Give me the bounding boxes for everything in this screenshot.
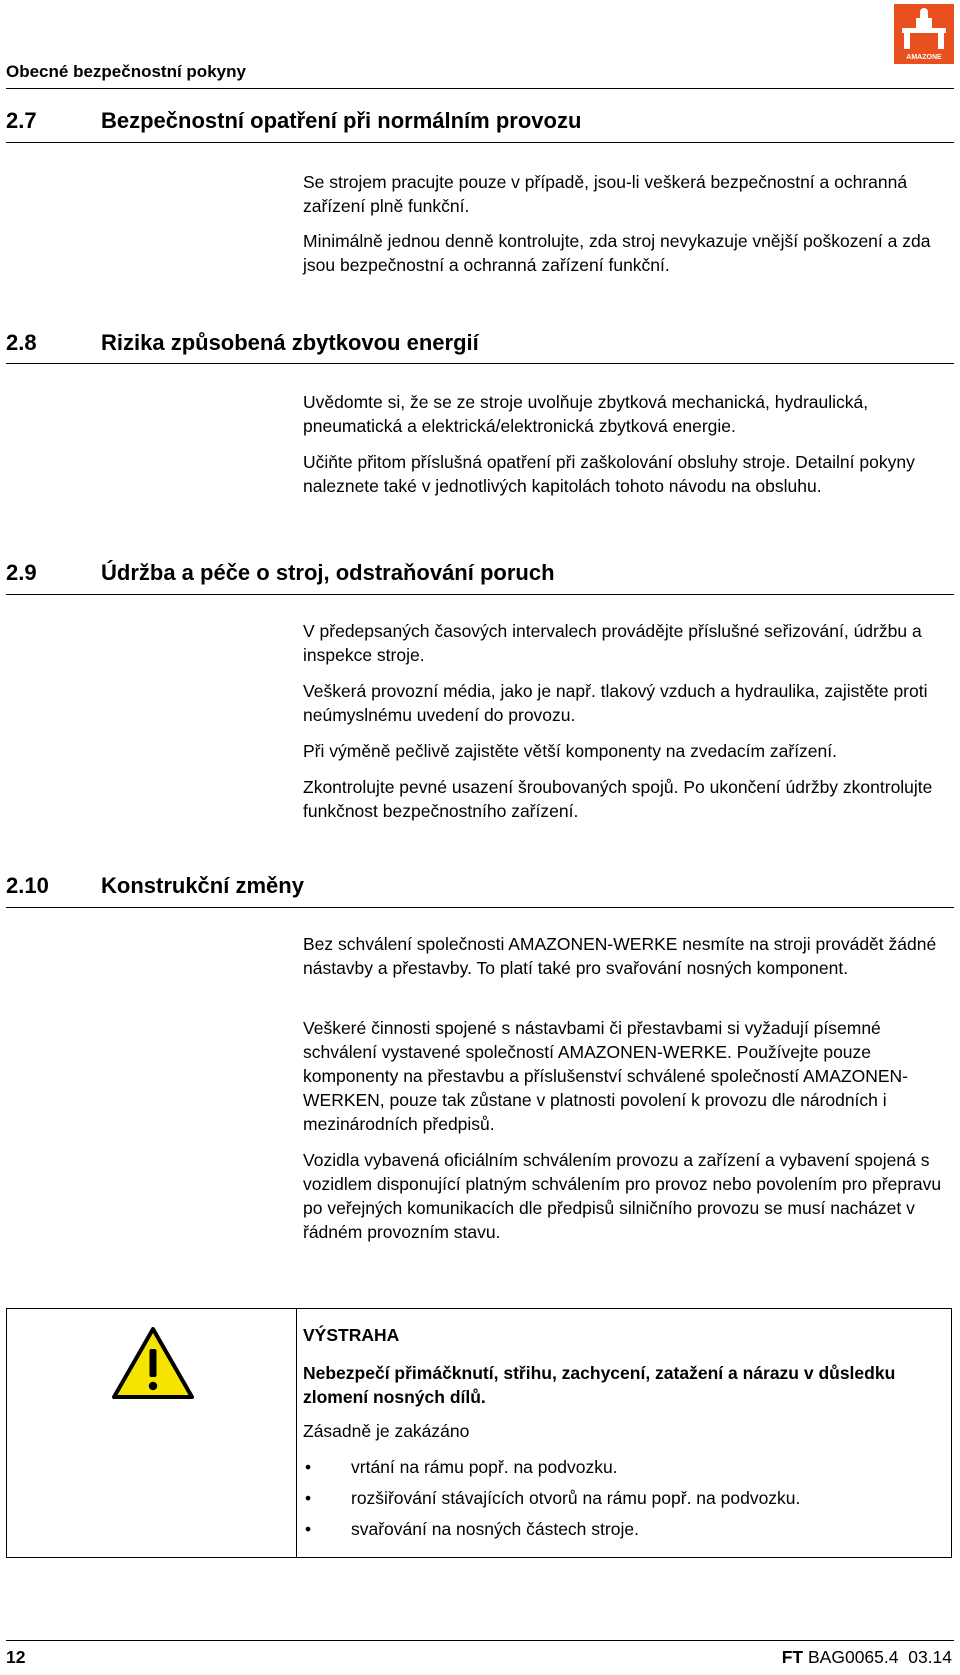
svg-text:AMAZONE: AMAZONE [906,54,942,61]
document-code-prefix: FT [781,1647,804,1667]
list-item: • svařování na nosných částech stroje. [303,1517,800,1548]
section-title: Konstrukční změny [101,873,304,898]
section-rule [6,363,954,364]
section-title: Rizika způsobená zbytkovou energií [101,330,479,355]
list-item: • vrtání na rámu popř. na podvozku. [303,1455,800,1486]
footer-rule [6,1640,954,1641]
paragraph: Učiňte přitom příslušná opatření při zaškolování obsluhy stroje. Detailní pokyny naleznete také v jednotlivých kapitolách tohoto návodu na obsluhu. [303,452,915,496]
paragraph: Při výměně pečlivě zajistěte větší komponenty na zvedacím zařízení. [303,741,837,761]
document-code-value: BAG0065.4 03.14 [808,1647,952,1667]
paragraph: Veškerá provozní média, jako je např. tlakový vzduch a hydraulika, zajistěte proti neúmyslnému uvedení do provozu. [303,681,928,725]
section-rule [6,142,954,143]
warning-label: VÝSTRAHA [303,1325,400,1345]
paragraph: Minimálně jednou denně kontrolujte, zda stroj nevykazuje vnější poškození a zda jsou bezpečnostní a ochranná zařízení funkční. [303,231,931,275]
page-number: 12 [6,1647,26,1667]
paragraph: Uvědomte si, že se ze stroje uvolňuje zbytková mechanická, hydraulická, pneumatická a elektrická/elektronická zbytková energie. [303,392,869,436]
warning-headline: Nebezpečí přimáčknutí, střihu, zachycení, zatažení a nárazu v důsledku zlomení nosných dílů. [303,1363,896,1407]
paragraph: Bez schválení společnosti AMAZONEN-WERKE nesmíte na stroji provádět žádné nástavby a přestavby. To platí také pro svařování nosných komponent. [303,934,937,978]
list-item: • rozšiřování stávajících otvorů na rámu popř. na podvozku. [303,1486,800,1517]
warning-box [6,1308,952,1558]
section-number: 2.7 [6,108,37,133]
header-rule [6,88,954,89]
section-title: Bezpečnostní opatření při normálním provozu [101,108,582,133]
section-rule [6,594,954,595]
section-rule [6,907,954,908]
section-number: 2.10 [6,873,49,898]
document-code [782,1647,952,1668]
paragraph: V předepsaných časových intervalech provádějte příslušné seřizování, údržbu a inspekce stroje. [303,621,922,665]
paragraph: Vozidla vybavená oficiálním schválením provozu a zařízení a vybavení spojená s vozidlem disponující platným schválením pro provoz nebo povolením pro přepravu po veřejných komunikacích dle předpisů silničního provozu se musí nacházet v řádném provozním stavu. [303,1150,942,1242]
paragraph: Zkontrolujte pevné usazení šroubovaných spojů. Po ukončení údržby zkontrolujte funkčnost bezpečnostního zařízení. [303,777,933,821]
amazone-logo [894,4,954,64]
section-number: 2.8 [6,330,37,355]
warning-intro: Zásadně je zakázáno [303,1421,470,1441]
warning-divider [296,1309,297,1557]
section-title: Údržba a péče o stroj, odstraňování poruch [101,560,555,585]
section-number: 2.9 [6,560,37,585]
paragraph: Se strojem pracujte pouze v případě, jsou-li veškerá bezpečnostní a ochranná zařízení plně funkční. [303,172,908,216]
page-header-title: Obecné bezpečnostní pokyny [6,62,246,81]
warning-triangle-icon [110,1325,196,1401]
warning-list [303,1455,800,1548]
paragraph: Veškeré činnosti spojené s nástavbami či přestavbami si vyžadují písemné schválení vystavené společností AMAZONEN-WERKE. Používejte pouze komponenty na přestavbu a příslušenství schválené společností AMAZONEN-WERKEN, pouze tak zůstane v platnosti povolení k provozu dle národních i mezinárodních předpisů. [303,1018,909,1134]
